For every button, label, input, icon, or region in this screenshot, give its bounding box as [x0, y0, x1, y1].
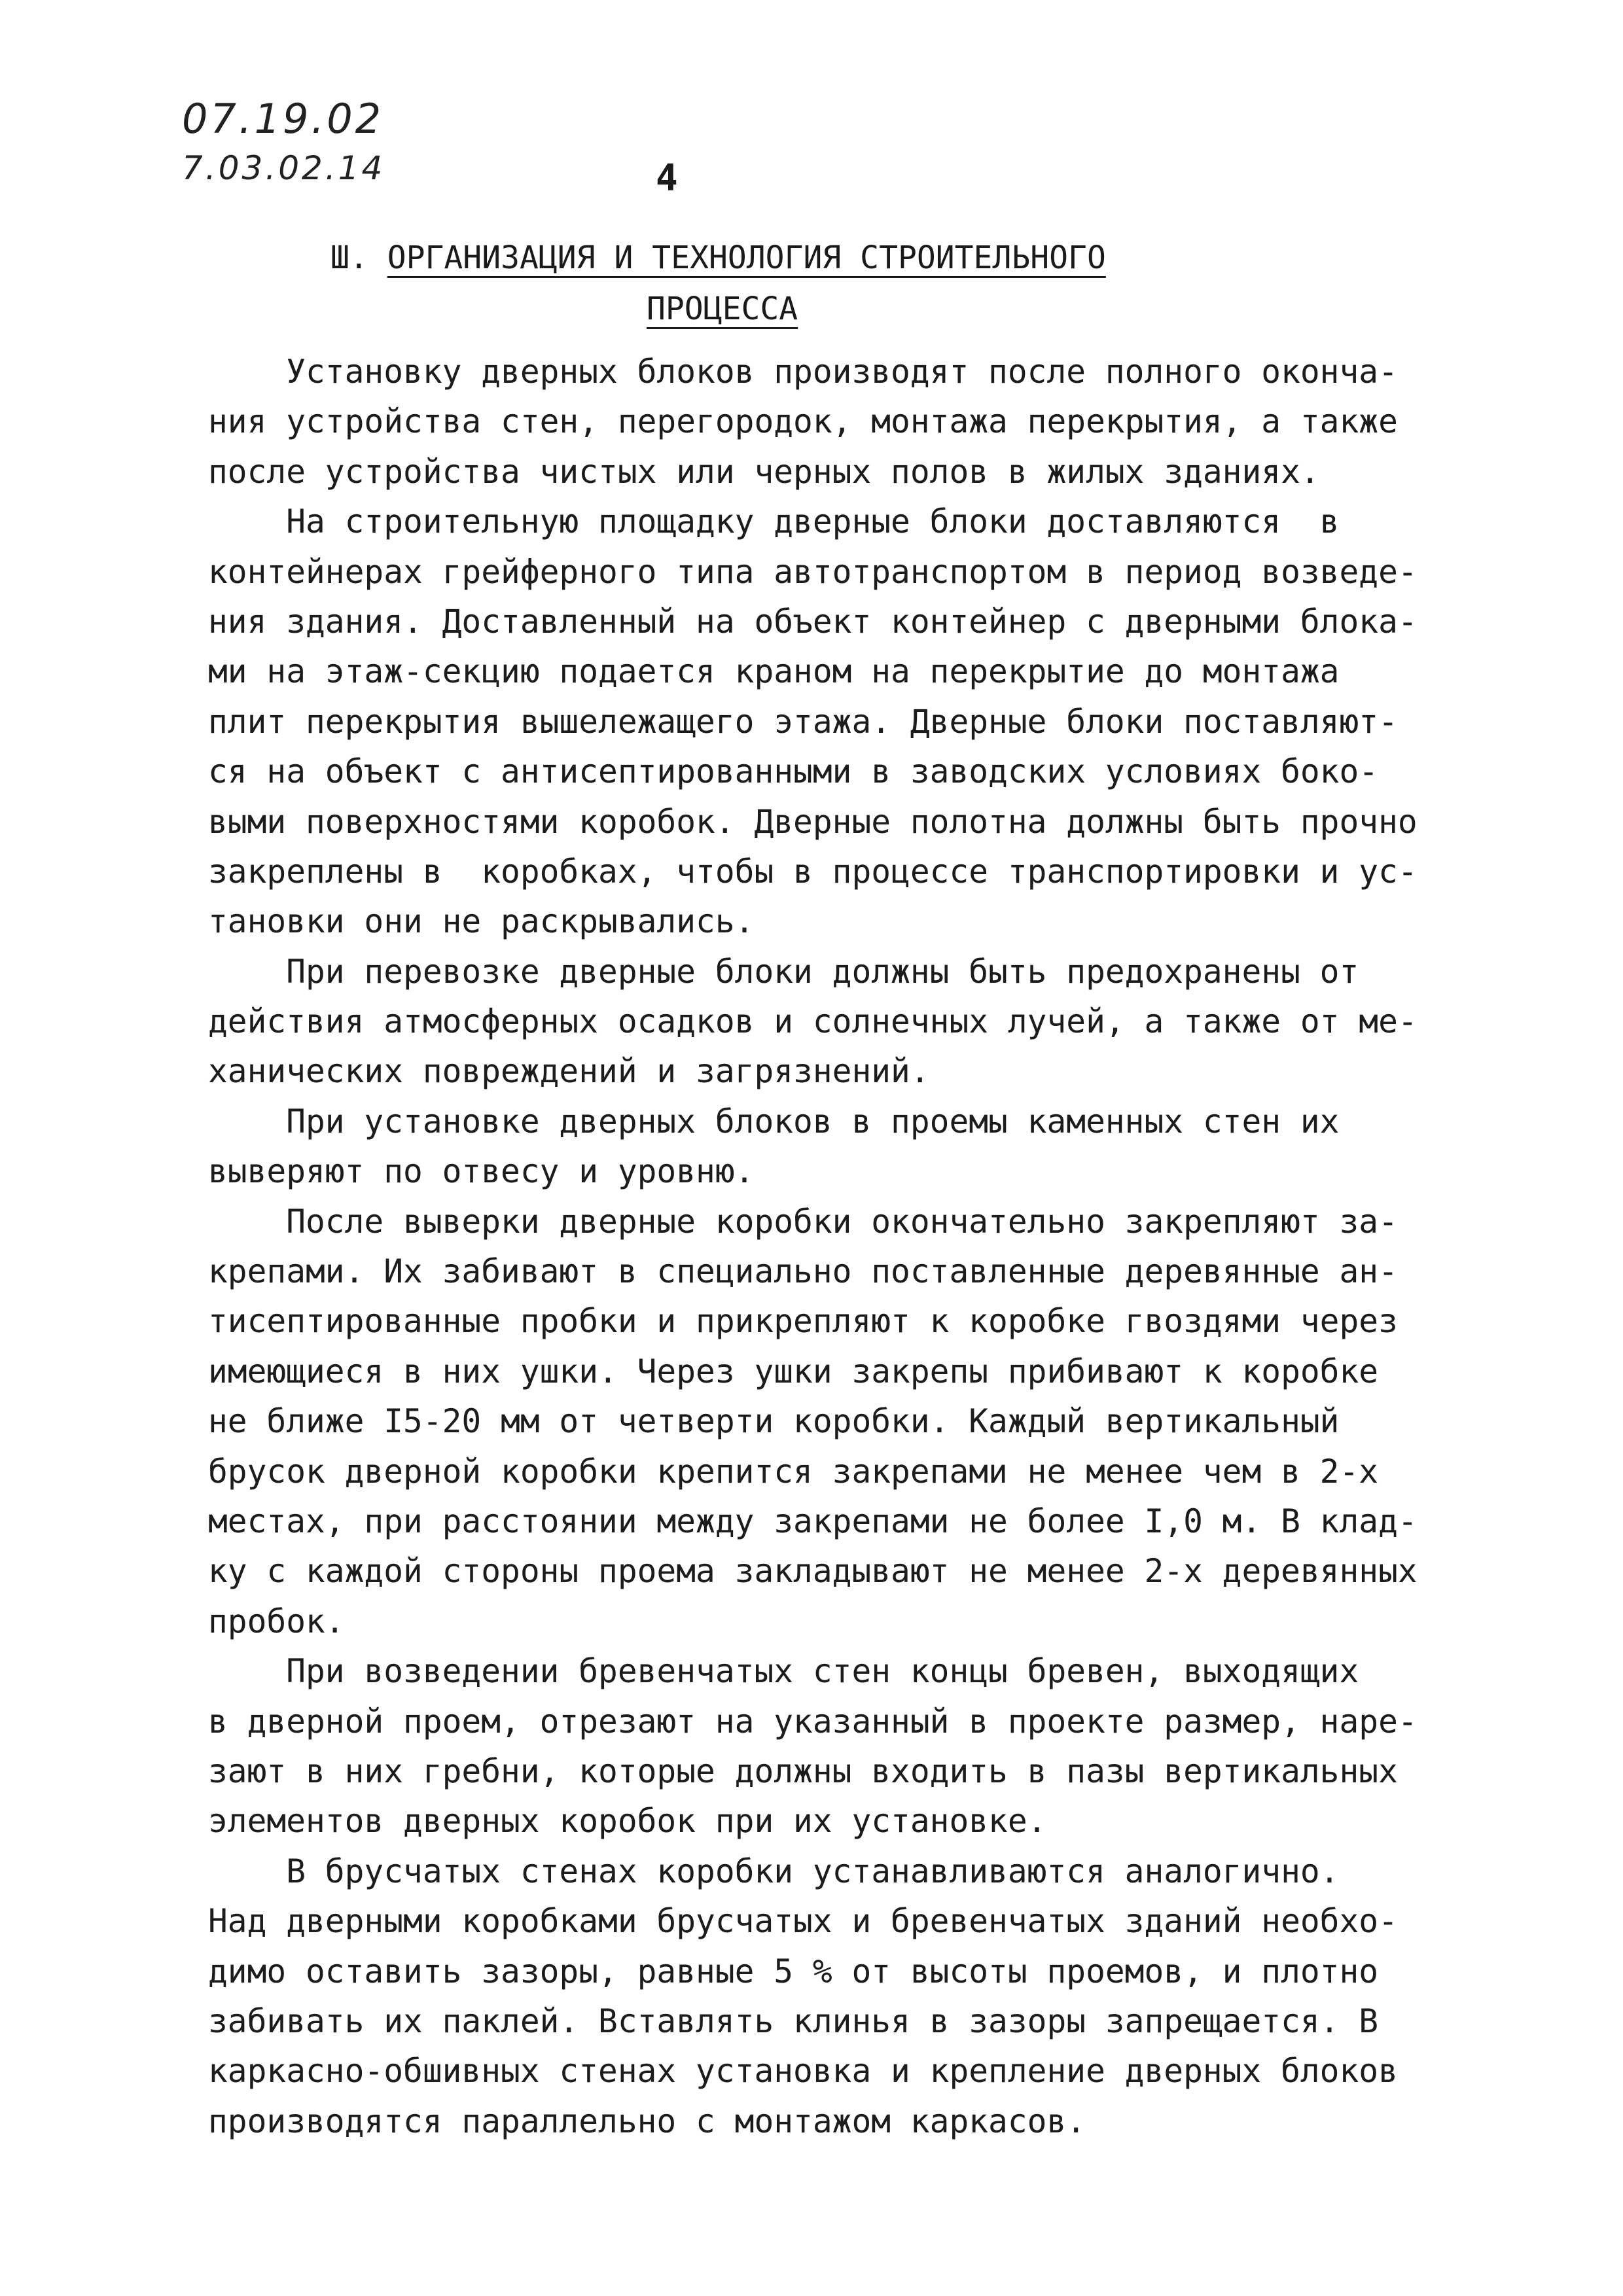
section-heading-line-2	[647, 283, 1623, 334]
text-line: действия атмосферных осадков и солнечных лучей, а также от ме-	[208, 1002, 1418, 1041]
handwritten-code-1: 07.19.02	[182, 95, 384, 143]
text-line: забивать их паклей. Вставлять клинья в зазоры запрещается. В	[208, 2002, 1379, 2040]
text-line: ми на этаж-секцию подается краном на перекрытие до монтажа	[208, 652, 1340, 691]
text-line: не ближе I5-20 мм от четверти коробки. Каждый вертикальный	[208, 1402, 1340, 1441]
body-text	[208, 347, 1484, 2146]
text-line: в дверной проем, отрезают на указанный в проекте размер, наре-	[208, 1702, 1418, 1740]
text-line: плит перекрытия вышележащего этажа. Дверные блоки поставляют-	[208, 702, 1398, 741]
text-line: ся на объект с антисептированными в заводских условиях боко-	[208, 752, 1379, 791]
text-line: зают в них гребни, которые должны входить в пазы вертикальных	[208, 1752, 1398, 1790]
text-line: ханических повреждений и загрязнений.	[208, 1052, 930, 1091]
text-line: выми поверхностями коробок. Дверные полотна должны быть прочно	[208, 802, 1418, 841]
section-number: Ш.	[330, 239, 368, 276]
text-line: крепами. Их забивают в специально поставленные деревянные ан-	[208, 1252, 1398, 1291]
text-line: В брусчатых стенах коробки устанавливаются аналогично.	[208, 1852, 1340, 1890]
text-line: элементов дверных коробок при их установке.	[208, 1802, 1047, 1841]
section-title-part-2: ПРОЦЕССА	[647, 291, 798, 327]
text-line: ния устройства стен, перегородок, монтажа перекрытия, а также	[208, 402, 1398, 441]
handwritten-code-2: 7.03.02.14	[182, 149, 385, 187]
text-line: После выверки дверные коробки окончательно закрепляют за-	[208, 1202, 1398, 1241]
paragraph	[208, 1846, 1484, 2146]
paragraph	[208, 497, 1484, 947]
text-line: ния здания. Доставленный на объект контейнер с дверными блока-	[208, 602, 1418, 641]
text-line: На строительную площадку дверные блоки доставляются в	[208, 503, 1340, 541]
text-line: имеющиеся в них ушки. Через ушки закрепы прибивают к коробке	[208, 1352, 1379, 1390]
text-line: брусок дверной коробки крепится закрепами не менее чем в 2-х	[208, 1452, 1379, 1491]
paragraph	[208, 1646, 1484, 1846]
section-title-part-1: ОРГАНИЗАЦИЯ И ТЕХНОЛОГИЯ СТРОИТЕЛЬНОГО	[387, 239, 1106, 276]
text-line: производятся параллельно с монтажом каркасов.	[208, 2102, 1086, 2140]
text-line: тисептированные пробки и прикрепляют к коробке гвоздями через	[208, 1302, 1398, 1341]
text-line: тановки они не раскрывались.	[208, 902, 755, 941]
text-line: местах, при расстоянии между закрепами не более I,0 м. В клад-	[208, 1502, 1418, 1540]
text-line: контейнерах грейферного типа автотранспортом в период возведе-	[208, 552, 1418, 591]
text-line: Установку дверных блоков производят после полного оконча-	[208, 353, 1398, 391]
paragraph	[208, 1097, 1484, 1197]
text-line: каркасно-обшивных стенах установка и крепление дверных блоков	[208, 2052, 1398, 2091]
paragraph	[208, 347, 1484, 497]
text-line: после устройства чистых или черных полов в жилых зданиях.	[208, 452, 1320, 491]
text-line: закреплены в коробках, чтобы в процессе транспортировки и ус-	[208, 852, 1418, 891]
text-line: пробок.	[208, 1602, 345, 1640]
text-line: ку с каждой стороны проема закладывают не менее 2-х деревянных	[208, 1552, 1418, 1591]
paragraph	[208, 1197, 1484, 1647]
page-number: 4	[656, 157, 678, 200]
section-heading-line-1	[330, 232, 1378, 283]
text-line: При возведении бревенчатых стен концы бревен, выходящих	[208, 1652, 1359, 1691]
text-line: выверяют по отвесу и уровню.	[208, 1152, 755, 1191]
text-line: димо оставить зазоры, равные 5 % от высоты проемов, и плотно	[208, 1952, 1379, 1990]
text-line: При перевозке дверные блоки должны быть предохранены от	[208, 952, 1359, 991]
text-line: При установке дверных блоков в проемы каменных стен их	[208, 1102, 1340, 1140]
text-line: Над дверными коробками брусчатых и бревенчатых зданий необхо-	[208, 1902, 1398, 1941]
paragraph	[208, 947, 1484, 1097]
